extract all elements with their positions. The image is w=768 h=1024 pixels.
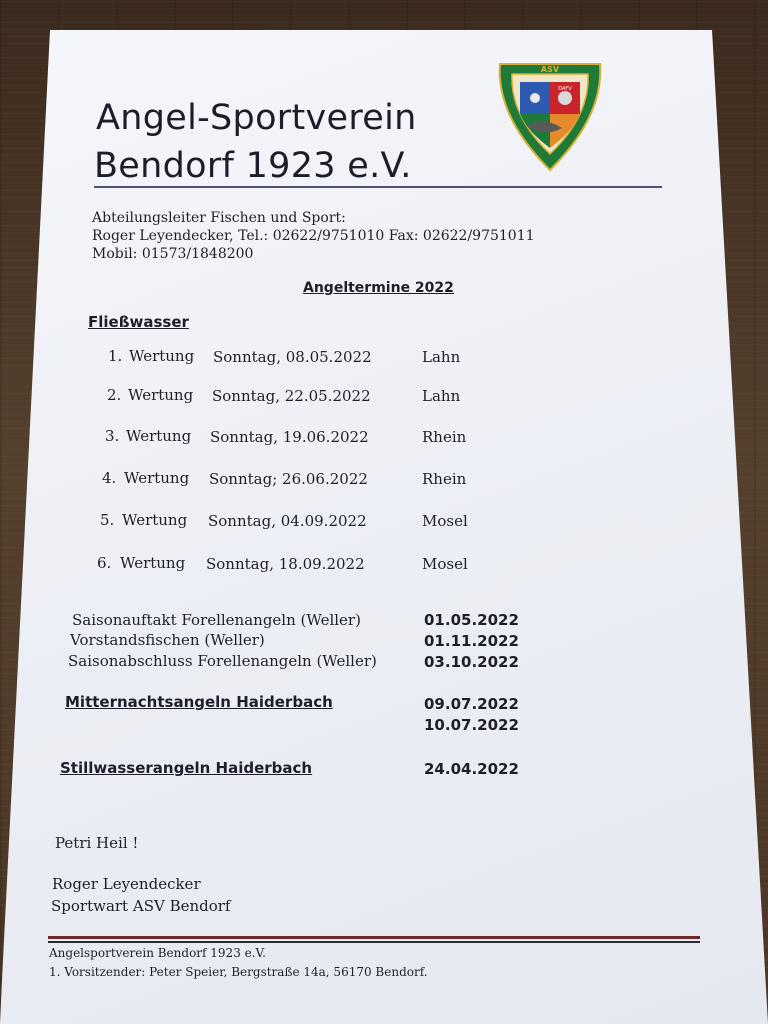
logo-top-text: ASV (540, 65, 560, 74)
wertung-number: 2. (107, 386, 122, 404)
footer-chairman-address: 1. Vorsitzender: Peter Speier, Bergstraße 14a, 56170 Bendorf. (49, 965, 428, 979)
title-line-1: Angel-Sportverein (96, 98, 417, 138)
wertung-location: Rhein (422, 470, 467, 488)
wertung-date: Sonntag, 18.09.2022 (206, 555, 365, 573)
mitternacht-date-2: 10.07.2022 (424, 716, 519, 734)
event-heading-mitternachtsangeln: Mitternachtsangeln Haiderbach (65, 693, 333, 711)
stillwasser-date: 24.04.2022 (424, 760, 519, 778)
wertung-date: Sonntag; 26.06.2022 (209, 470, 368, 488)
wertung-label: Wertung (124, 469, 190, 487)
club-logo-emblem (490, 56, 610, 174)
footer-divider-bottom (48, 941, 700, 943)
event-heading-stillwasserangeln: Stillwasserangeln Haiderbach (60, 759, 313, 777)
wertung-location: Mosel (422, 512, 468, 530)
signature-name: Roger Leyendecker (52, 875, 201, 893)
footer-club-name: Angelsportverein Bendorf 1923 e.V. (49, 946, 266, 960)
section-heading-fliesswasser: Fließwasser (88, 313, 189, 331)
wertung-location: Rhein (422, 428, 467, 446)
footer-divider-top (48, 936, 700, 939)
title-line-2: Bendorf 1923 e.V. (94, 146, 412, 186)
wertung-number: 5. (100, 511, 115, 529)
wertung-number: 4. (102, 469, 117, 487)
wertung-number: 1. (108, 347, 123, 365)
event-date: 01.11.2022 (424, 632, 519, 650)
wertung-label: Wertung (129, 347, 195, 365)
closing-greeting: Petri Heil ! (55, 834, 139, 852)
event-date: 03.10.2022 (424, 653, 519, 671)
wertung-date: Sonntag, 19.06.2022 (210, 428, 369, 446)
wertung-label: Wertung (126, 427, 192, 445)
event-name: Vorstandsfischen (Weller) (70, 631, 265, 649)
wertung-date: Sonntag, 04.09.2022 (208, 512, 367, 530)
wertung-location: Lahn (422, 348, 461, 366)
event-name: Saisonauftakt Forellenangeln (Weller) (72, 611, 361, 629)
logo-shield-text: DAFV (558, 86, 572, 92)
wertung-location: Mosel (422, 555, 468, 573)
contact-title: Abteilungsleiter Fischen und Sport: (92, 210, 346, 226)
wertung-label: Wertung (128, 386, 194, 404)
header-divider (94, 186, 662, 188)
schedule-title: Angeltermine 2022 (303, 280, 454, 296)
wertung-label: Wertung (122, 511, 188, 529)
contact-phone-fax: Roger Leyendecker, Tel.: 02622/9751010 Fax: 02622/9751011 (92, 228, 535, 244)
wertung-location: Lahn (422, 387, 461, 405)
mitternacht-date-1: 09.07.2022 (424, 695, 519, 713)
wertung-number: 6. (97, 554, 112, 572)
wertung-number: 3. (105, 427, 120, 445)
wertung-date: Sonntag, 08.05.2022 (213, 348, 372, 366)
contact-mobile: Mobil: 01573/1848200 (92, 246, 254, 262)
signature-role: Sportwart ASV Bendorf (51, 897, 231, 915)
wertung-label: Wertung (120, 554, 186, 572)
wertung-date: Sonntag, 22.05.2022 (212, 387, 371, 405)
event-name: Saisonabschluss Forellenangeln (Weller) (68, 652, 377, 670)
event-date: 01.05.2022 (424, 611, 519, 629)
